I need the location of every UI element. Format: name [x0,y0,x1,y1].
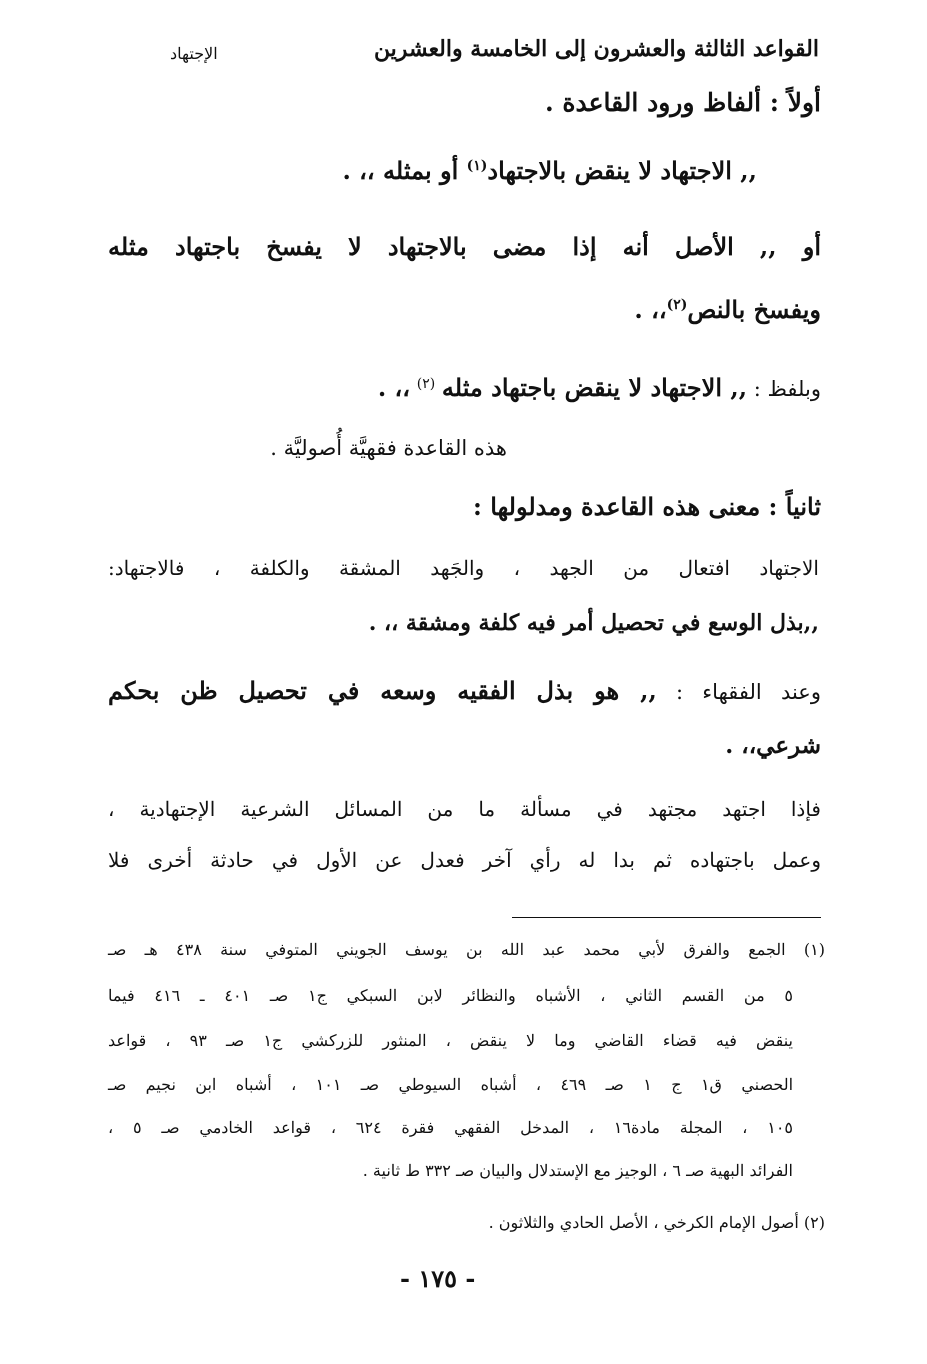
jurists-definition-prefix: وعند الفقهاء : [676,680,821,704]
explanation-line-2: وعمل باجتهاده ثم بدا له رأي آخر فعدل عن الأول في حادثة أخرى فلا [108,848,821,872]
footnote-ref-1: (١) [466,158,488,174]
definition-paragraph-line-2: ,,بذل الوسع في تحصيل أمر فيه كلفة ومشقة ،، . [368,610,819,636]
explanation-line-1: فإذا اجتهد مجتهد في مسألة ما من المسائل الشرعية الإجتهادية ، [108,797,821,821]
footnote-1-line-2: ٥ من القسم الثاني ، الأشباه والنظائر لابن السبكي ج١ صـ ٤٠١ ـ ٤١٦ فيما [108,986,794,1005]
rule-text-2-main: ويفسخ بالنص [687,295,821,324]
footnote-1-line-5: ١٠٥ ، المجلة مادة١٦ ، المدخل الفقهي فقرة ٦٢٤ ، قواعد الخادمي صـ ٥ ، [108,1118,793,1137]
rule-text-3-end: ،، . [377,373,411,402]
definition-paragraph-line-1: الاجتهاد افتعال من الجهد ، والجَهد المشقة والكلفة ، فالاجتهاد: [108,556,819,580]
rule-text-3-prefix: وبلفظ : [753,377,821,401]
rule-text-2-line-2 [634,295,821,324]
jurists-definition-line-2: شرعي،، . [725,732,821,759]
jurists-definition-main: ,, هو بذل الفقيه وسعه في تحصيل ظن بحكم [108,676,657,705]
rule-text-2-line-1: أو ,, الأصل أنه إذا مضى بالاجتهاد لا يفسخ باجتهاد مثله [108,232,821,261]
footnote-ref-2: (٢) [666,297,688,313]
rule-text-1-end: أو بمثله ،، . [342,156,459,185]
running-header-section: الإجتهاد [170,44,218,63]
rule-classification: هذه القاعدة فقهيَّة أُصوليَّة . [270,436,507,460]
footnote-ref-3: (٢) [416,376,436,392]
page-number: - ١٧٥ - [400,1264,476,1293]
rule-text-1 [342,156,757,185]
footnote-1-line-6: الفرائد البهية صـ ٦ ، الوجيز مع الإستدلال والبيان صـ ٣٣٢ ط ثانية . [362,1161,793,1180]
rule-text-1-main: ,, الاجتهاد لا ينقض بالاجتهاد [487,156,757,185]
footnote-separator [512,917,821,918]
rule-text-2-end: ،، . [634,295,667,324]
jurists-definition-line-1 [108,676,821,705]
footnote-2: (٢) أصول الإمام الكرخي ، الأصل الحادي والثلاثون . [488,1213,825,1232]
running-header-title: القواعد الثالثة والعشرون إلى الخامسة والعشرين [373,36,819,62]
rule-text-3-main: ,, الاجتهاد لا ينقض باجتهاد مثله [441,373,748,402]
footnote-1-line-4: الحصني ق١ ج ١ صـ ٤٦٩ ، أشباه السيوطي صـ ١٠١ ، أشباه ابن نجيم صـ [108,1075,794,1094]
section-heading-first: أولاً : ألفاظ ورود القاعدة . [545,88,821,117]
footnote-1-line-3: ينقض فيه قضاء القاضي وما لا ينقض ، المنثور للزركشي ج١ صـ ٩٣ ، قواعد [108,1031,793,1050]
section-heading-second: ثانياً : معنى هذه القاعدة ومدلولها : [473,492,821,521]
footnote-1-line-1: (١) الجمع والفرق لأبي محمد عبد الله بن يوسف الجويني المتوفي سنة ٤٣٨ هـ صـ [108,940,825,959]
rule-text-3 [378,373,821,402]
